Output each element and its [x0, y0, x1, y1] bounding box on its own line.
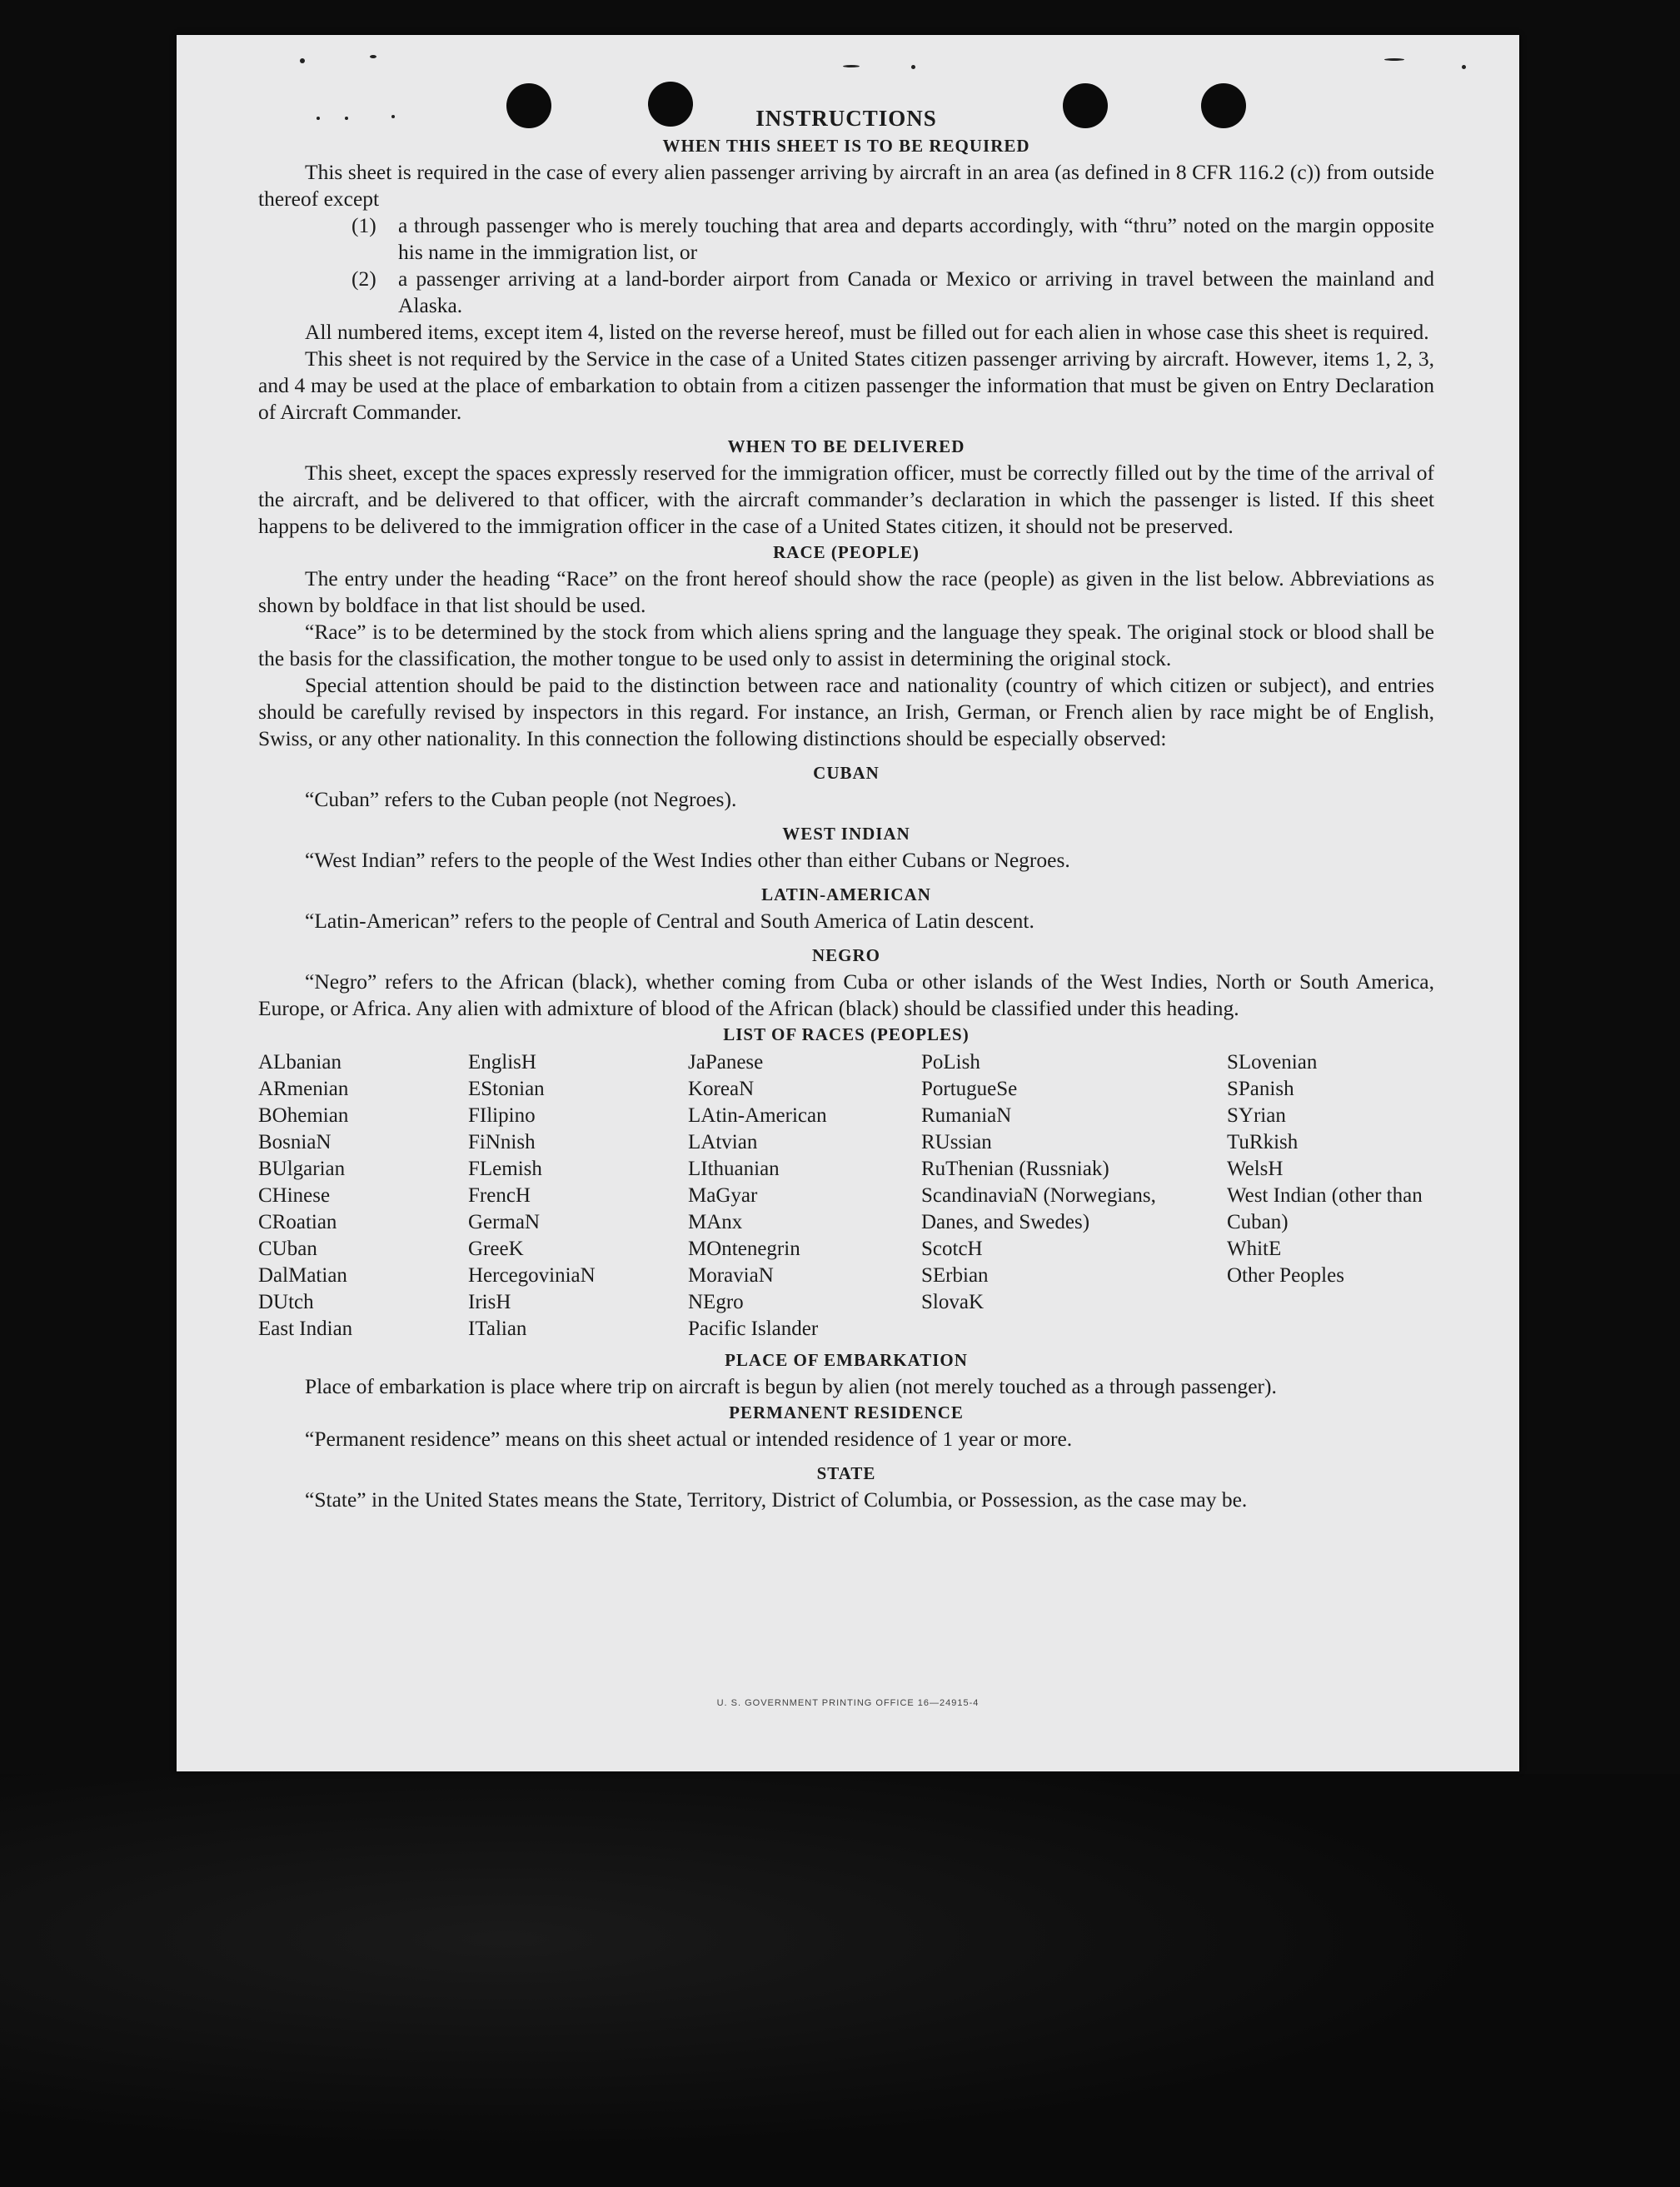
race-entry: ScandinaviaN (Norwegians, Danes, and Swedes) [921, 1184, 1156, 1233]
race-entry: BOhemian [258, 1104, 349, 1127]
scan-speck [300, 58, 305, 63]
race-entry: EStonian [468, 1078, 545, 1100]
race-entry: MOntenegrin [688, 1238, 800, 1260]
race-entry: FLemish [468, 1158, 542, 1180]
race-entry: LIthuanian [688, 1158, 780, 1180]
paragraph: Place of embarkation is place where trip on aircraft is begun by alien (not merely touched as a through passenger). [305, 1374, 1277, 1398]
heading-negro: NEGRO [811, 945, 880, 965]
race-entry: FiNnish [468, 1131, 536, 1153]
item-number: (2) [351, 267, 376, 291]
scan-speck [911, 65, 915, 69]
heading-cuban: CUBAN [813, 763, 880, 783]
race-entry: NEgro [688, 1291, 744, 1313]
numbered-item [351, 266, 1434, 319]
race-entry: FrencH [468, 1184, 531, 1207]
instructions-text [258, 103, 1434, 1513]
race-entry: DalMatian [258, 1264, 347, 1287]
race-entry: JaPanese [688, 1051, 764, 1074]
paragraph: “State” in the United States means the State, Territory, District of Columbia, or Possession, as the case may be. [305, 1487, 1248, 1512]
scan-speck [1384, 58, 1404, 61]
race-entry: GermaN [468, 1211, 541, 1233]
race-entry: LAtin-American [688, 1104, 827, 1127]
heading-when-required: WHEN THIS SHEET IS TO BE REQUIRED [662, 136, 1030, 156]
race-entry: FIlipino [468, 1104, 536, 1127]
race-entry: CUban [258, 1238, 317, 1260]
race-entry: Other Peoples [1227, 1264, 1344, 1287]
paragraph: “Negro” refers to the African (black), whether coming from Cuba or other islands of the West Indies, North or South America, Europe, or Africa. Any alien with admixture of blood of the African (black) should be classified under this heading. [258, 969, 1434, 1020]
race-entry: EnglisH [468, 1051, 536, 1074]
race-entry: SPanish [1227, 1078, 1294, 1100]
race-entry: DUtch [258, 1291, 314, 1313]
races-column [688, 1049, 921, 1343]
item-number: (1) [351, 213, 376, 237]
heading-state: STATE [816, 1463, 876, 1483]
race-entry: SYrian [1227, 1104, 1286, 1127]
paragraph: All numbered items, except item 4, listed on the reverse hereof, must be filled out for each alien in whose case this sheet is required. [305, 320, 1429, 344]
race-entry: CRoatian [258, 1211, 337, 1233]
paragraph: “Latin-American” refers to the people of Central and South America of Latin descent. [305, 909, 1034, 933]
scan-speck [843, 65, 860, 67]
race-entry: IrisH [468, 1291, 511, 1313]
paragraph: “Race” is to be determined by the stock from which aliens spring and the language they speak. The original stock or blood shall be the basis for the classification, the mother tongue to be used only to assist in determining the original stock. [258, 620, 1434, 670]
item-text: a passenger arriving at a land-border airport from Canada or Mexico or arriving in travel between the mainland and Alaska. [398, 267, 1434, 317]
page-title: INSTRUCTIONS [755, 106, 937, 131]
paragraph: “Permanent residence” means on this sheet actual or intended residence of 1 year or more. [305, 1427, 1073, 1451]
race-entry: CHinese [258, 1184, 331, 1207]
race-entry: Pacific Islander [688, 1318, 819, 1340]
race-entry: RUssian [921, 1131, 992, 1153]
paragraph: This sheet, except the spaces expressly reserved for the immigration officer, must be correctly filled out by the time of the arrival of the aircraft, and be delivered to that officer, with the aircraft commander’s declaration in which the passenger is listed. If this sheet happens to be delivered to the immigration officer in the case of a United States citizen, it should not be preserved. [258, 461, 1434, 538]
race-entry: ARmenian [258, 1078, 349, 1100]
race-entry: ITalian [468, 1318, 527, 1340]
numbered-item [351, 212, 1434, 266]
race-entry: RuThenian (Russniak) [921, 1158, 1109, 1180]
paragraph: Special attention should be paid to the distinction between race and nationality (country of which citizen or subject), and entries should be carefully revised by inspectors in this regard. For instance, an Irish, German, or French alien by race might be of English, Swiss, or any other nationality. In this connection the following distinctions should be especially observed: [258, 673, 1434, 750]
race-entry: HercegoviniaN [468, 1264, 596, 1287]
race-entry: SErbian [921, 1264, 989, 1287]
race-entry: West Indian (other than Cuban) [1227, 1184, 1423, 1233]
scan-speck [370, 55, 376, 58]
heading-embarkation: PLACE OF EMBARKATION [725, 1350, 968, 1370]
heading-when-delivered: WHEN TO BE DELIVERED [727, 436, 965, 456]
heading-latin-american: LATIN-AMERICAN [761, 884, 931, 904]
paragraph: “West Indian” refers to the people of the West Indies other than either Cubans or Negroes. [305, 848, 1070, 872]
race-entry: MaGyar [688, 1184, 758, 1207]
race-entry: SlovaK [921, 1291, 984, 1313]
race-entry: GreeK [468, 1238, 524, 1260]
races-column [468, 1049, 688, 1343]
heading-list-of-races: LIST OF RACES (PEOPLES) [723, 1024, 970, 1044]
race-entry: PortugueSe [921, 1078, 1018, 1100]
scan-speck [1462, 65, 1466, 69]
races-column [921, 1049, 1227, 1343]
paragraph: “Cuban” refers to the Cuban people (not Negroes). [305, 787, 737, 811]
race-entry: BUlgarian [258, 1158, 346, 1180]
scanner-background [0, 1774, 1680, 2187]
race-entry: MAnx [688, 1211, 743, 1233]
item-text: a through passenger who is merely touching that area and departs accordingly, with “thru” noted on the margin opposite his name in the immigration list, or [398, 213, 1434, 264]
race-entry: WhitE [1227, 1238, 1282, 1260]
race-entry: MoraviaN [688, 1264, 774, 1287]
heading-race: RACE (PEOPLE) [773, 542, 920, 562]
races-column [258, 1049, 468, 1343]
race-entry: BosniaN [258, 1131, 332, 1153]
paragraph: This sheet is not required by the Service in the case of a United States citizen passenger arriving by aircraft. However, items 1, 2, 3, and 4 may be used at the place of embarkation to obtain from a citizen passenger the information that must be given on Entry Declaration of Aircraft Commander. [258, 346, 1434, 424]
heading-west-indian: WEST INDIAN [782, 824, 910, 844]
race-entry: KoreaN [688, 1078, 755, 1100]
races-column [1227, 1049, 1434, 1343]
race-entry: ScotcH [921, 1238, 983, 1260]
race-entry: WelsH [1227, 1158, 1284, 1180]
race-entry: SLovenian [1227, 1051, 1318, 1074]
race-entry: LAtvian [688, 1131, 758, 1153]
heading-permanent-residence: PERMANENT RESIDENCE [729, 1402, 964, 1422]
paragraph: This sheet is required in the case of every alien passenger arriving by aircraft in an area (as defined in 8 CFR 116.2 (c)) from outside thereof except [258, 160, 1434, 211]
races-list [258, 1049, 1434, 1343]
race-entry: PoLish [921, 1051, 980, 1074]
document-page [177, 35, 1519, 1771]
race-entry: RumaniaN [921, 1104, 1012, 1127]
race-entry: ALbanian [258, 1051, 341, 1074]
race-entry: East Indian [258, 1318, 353, 1340]
race-entry: TuRkish [1227, 1131, 1299, 1153]
printing-office-footer: U. S. GOVERNMENT PRINTING OFFICE 16—24915-4 [716, 1698, 980, 1708]
paragraph: The entry under the heading “Race” on the front hereof should show the race (people) as given in the list below. Abbreviations as shown by boldface in that list should be used. [258, 566, 1434, 617]
